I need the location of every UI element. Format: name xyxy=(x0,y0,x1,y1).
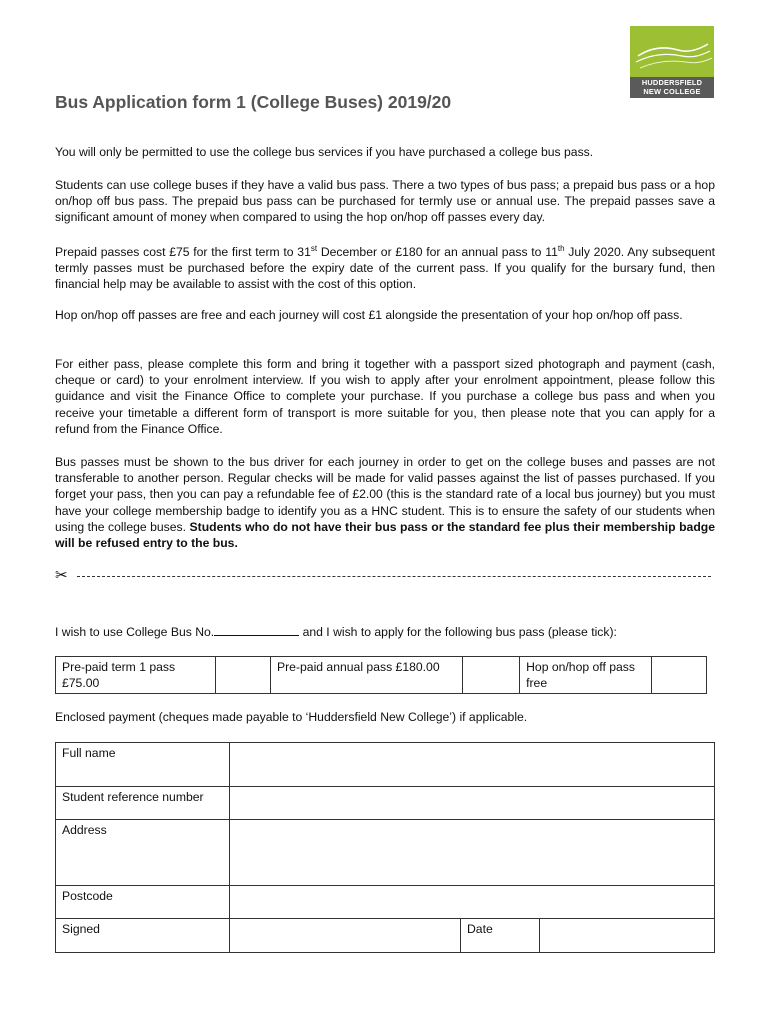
pass-option-hop-label: Hop on/hop off pass free xyxy=(520,657,652,694)
cut-line xyxy=(55,566,715,586)
postcode-label: Postcode xyxy=(56,886,230,919)
address-field[interactable] xyxy=(230,820,715,886)
logo-line1: HUDDERSFIELD xyxy=(641,78,703,87)
postcode-field[interactable] xyxy=(230,886,715,919)
address-label: Address xyxy=(56,820,230,886)
rules-paragraph: Bus passes must be shown to the bus driver for each journey in order to get on the college buses and passes are not transferable to another person. Regular checks will be made for valid passes against the list of passes purchased. If you forget your pass, then you can pay a refundable fee of £2.00 (this is the standard rate of a local bus journey) but you must have your college membership badge to identify you as a HNC student. This is to ensure the safety of our students when using the college buses. Students who do not have their bus pass or the standard fee plus their membership badge will be refused entry to the bus. xyxy=(55,455,715,551)
date-label: Date xyxy=(461,919,540,953)
full-name-field[interactable] xyxy=(230,743,715,787)
date-field[interactable] xyxy=(540,919,715,953)
college-logo xyxy=(630,26,714,98)
payment-note: Enclosed payment (cheques made payable to ‘Huddersfield New College’) if applicable. xyxy=(55,710,528,724)
student-ref-label: Student reference number xyxy=(56,787,230,820)
pass-options-table xyxy=(55,656,707,694)
bus-number-field[interactable] xyxy=(214,623,299,636)
signature-field[interactable] xyxy=(230,919,461,953)
pass-types-paragraph: Students can use college buses if they have a valid bus pass. There a two types of bus pass; a prepaid bus pass or a hop on/hop off bus pass. The prepaid bus pass can be purchased for termly use or annual use. The prepaid passes save a significant amount of money when compared to using the hop on/hop off passes every day. xyxy=(55,178,715,225)
dashed-divider xyxy=(77,576,711,577)
logo-hills-graphic xyxy=(630,26,714,78)
page-title: Bus Application form 1 (College Buses) 2019/20 xyxy=(55,92,452,112)
student-ref-field[interactable] xyxy=(230,787,715,820)
student-details-table xyxy=(55,742,715,953)
instructions-paragraph: For either pass, please complete this form and bring it together with a passport sized photograph and payment (cash, cheque or card) to your enrolment interview. If you wish to apply after your enrolment appointment, please follow this guidance and visit the Finance Office to complete your purchase. If you purchase a college bus pass and when you receive your timetable a different form of transport is more suitable for you, then please note that you can apply for a refund from the Finance Office. xyxy=(55,357,715,436)
signed-label: Signed xyxy=(56,919,230,953)
pass-option-term-label: Pre-paid term 1 pass £75.00 xyxy=(56,657,216,694)
bus-number-line: I wish to use College Bus No. and I wish to apply for the following bus pass (please tick): xyxy=(55,625,617,639)
pass-option-hop-tickbox[interactable] xyxy=(651,657,706,694)
prepaid-costs-paragraph: Prepaid passes cost £75 for the first term to 31st December or £180 for an annual pass to 11th July 2020. Any subsequent termly passes must be purchased before the expiry date of the current pass. If you qualify for the bursary fund, then financial help may be available to assist with the cost of this option. xyxy=(55,244,715,292)
pass-option-annual-tickbox[interactable] xyxy=(462,657,519,694)
pass-option-annual-label: Pre-paid annual pass £180.00 xyxy=(270,657,462,694)
logo-line2: NEW COLLEGE xyxy=(643,87,701,96)
scissors-icon: ✂ xyxy=(55,567,68,584)
pass-option-term-tickbox[interactable] xyxy=(215,657,270,694)
hop-on-paragraph: Hop on/hop off passes are free and each journey will cost £1 alongside the presentation of your hop on/hop off pass. xyxy=(55,308,683,322)
intro-paragraph: You will only be permitted to use the college bus services if you have purchased a college bus pass. xyxy=(55,145,594,159)
full-name-label: Full name xyxy=(56,743,230,787)
